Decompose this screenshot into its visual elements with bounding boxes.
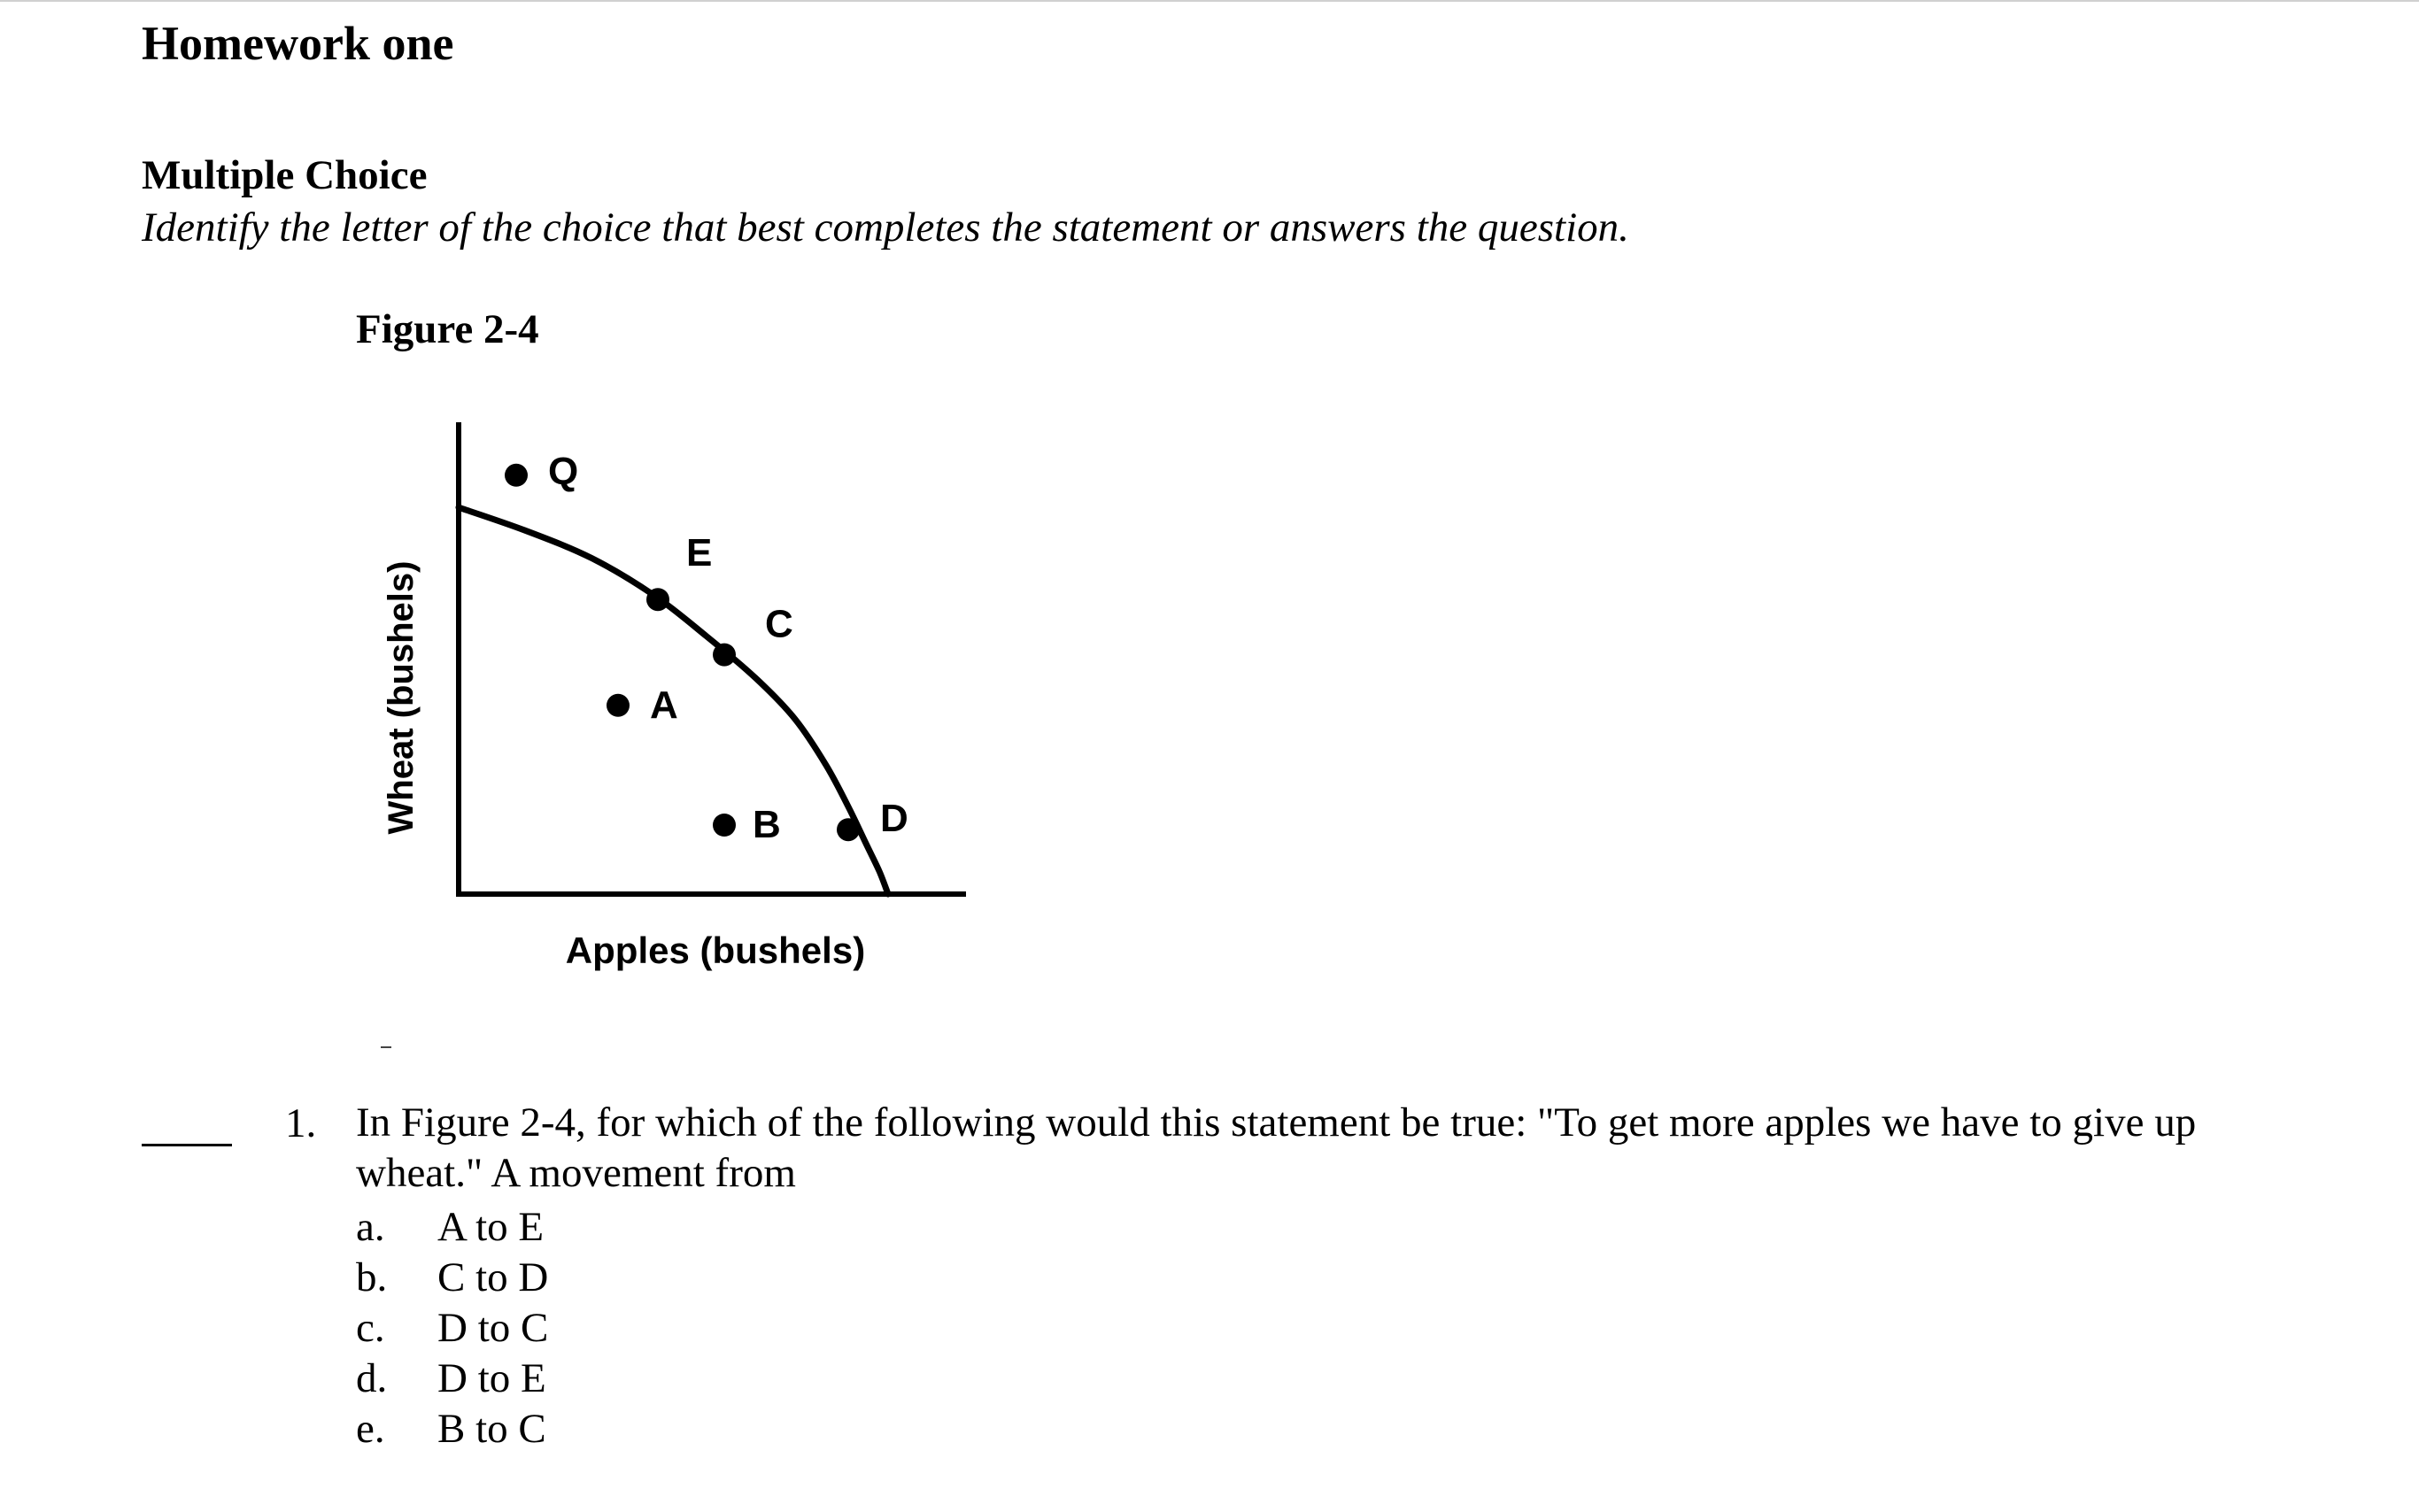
choice-letter: b. <box>356 1254 388 1300</box>
question-text: In Figure 2-4, for which of the following would this statement be true: "To get more apples we have to give up wheat." A movement from <box>356 1099 2197 1196</box>
choice-text: D to C <box>437 1305 549 1351</box>
point-d-label: D <box>880 797 908 841</box>
point-b-label: B <box>753 803 781 846</box>
instructions-text: Identify the letter of the choice that best completes the statement or answers the question. <box>142 204 1629 251</box>
ppf-chart <box>354 416 1009 1071</box>
point-b-marker <box>713 814 736 837</box>
answer-blank[interactable] <box>142 1144 232 1146</box>
choice-text: A to E <box>437 1204 545 1250</box>
point-d-marker <box>837 818 860 841</box>
point-q-marker <box>505 464 528 487</box>
top-divider <box>0 0 2419 2</box>
point-c-label: C <box>765 602 793 646</box>
choice-text: D to E <box>437 1355 546 1401</box>
point-e-label: E <box>686 531 713 575</box>
choice-text: B to C <box>437 1406 546 1452</box>
choice-text: C to D <box>437 1254 549 1300</box>
point-e-marker <box>646 588 669 611</box>
figure-caption: Figure 2-4 <box>356 306 539 352</box>
point-q-label: Q <box>548 449 579 493</box>
choice-letter: d. <box>356 1355 388 1401</box>
stray-mark <box>381 1046 391 1048</box>
x-axis-label: Apples (bushels) <box>565 930 866 971</box>
choice-letter: c. <box>356 1305 385 1351</box>
document-title: Homework one <box>142 17 454 70</box>
ppf-chart-svg <box>354 416 1009 1071</box>
point-a-marker <box>607 694 630 717</box>
point-a-label: A <box>650 683 678 727</box>
point-c-marker <box>713 644 736 667</box>
y-axis-label: Wheat (bushels) <box>382 560 421 835</box>
choice-letter: a. <box>356 1204 385 1250</box>
section-title: Multiple Choice <box>142 152 428 198</box>
choice-letter: e. <box>356 1406 385 1452</box>
question-number: 1. <box>285 1100 317 1146</box>
